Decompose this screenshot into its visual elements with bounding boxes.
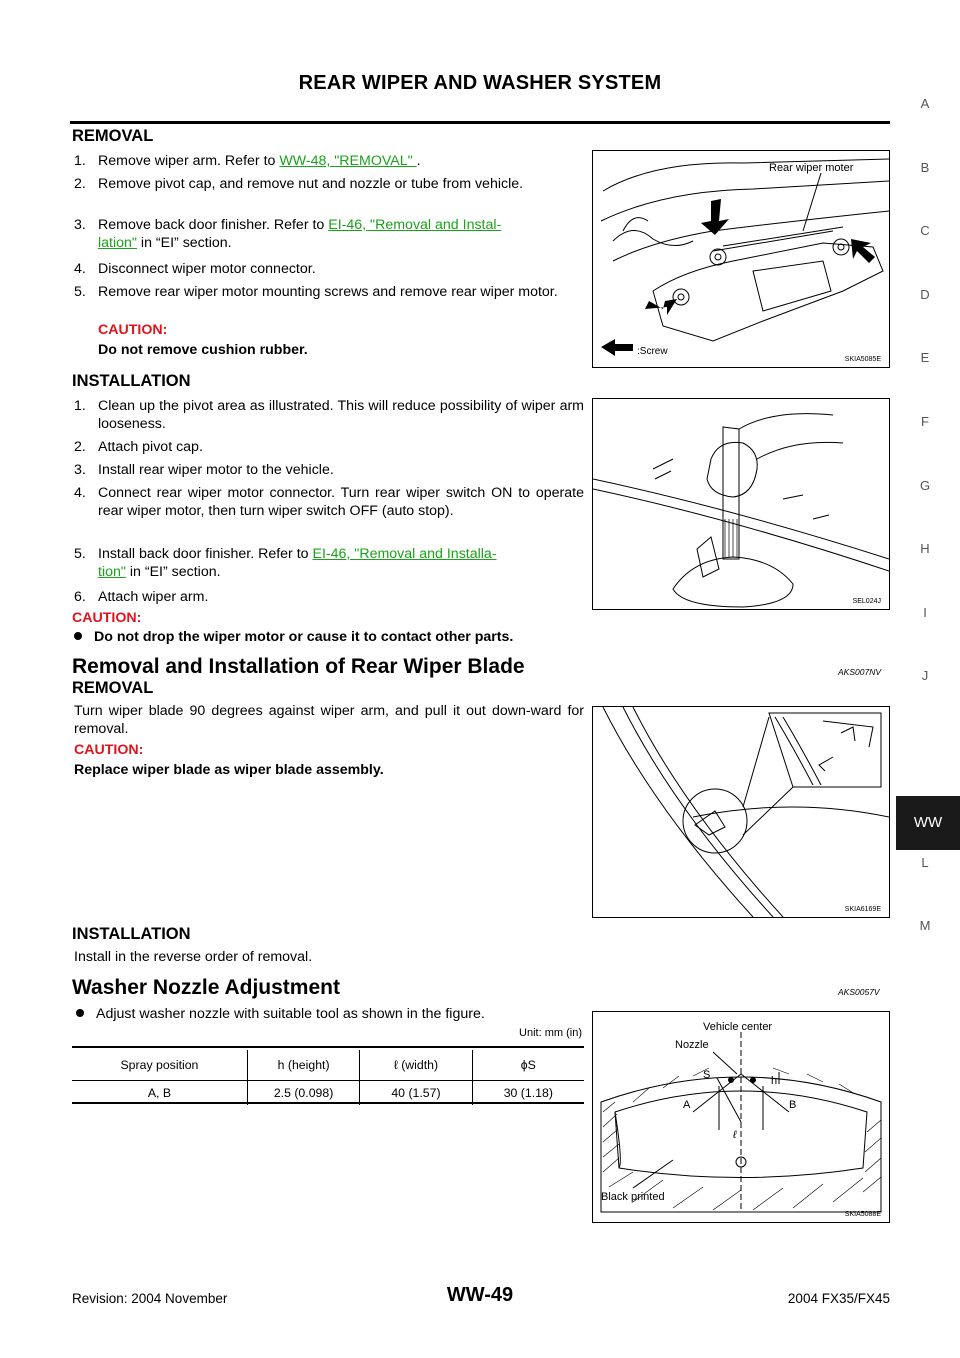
caution-text: Replace wiper blade as wiper blade assembly. <box>74 762 384 778</box>
step-text: Install rear wiper motor to the vehicle. <box>98 462 334 478</box>
section-title-washer-nozzle: Washer Nozzle Adjustment <box>72 976 340 999</box>
link-ei46-removal[interactable]: EI-46, "Removal and Instal- <box>328 217 502 233</box>
caution-label: CAUTION: <box>72 610 142 626</box>
step-text: Install back door finisher. Refer to <box>98 546 313 562</box>
caution-label: CAUTION: <box>98 322 168 338</box>
figure-label-rear-wiper: Rear wiper moter <box>769 162 854 174</box>
footer-model: 2004 FX35/FX45 <box>787 1291 890 1306</box>
removal-step-3 <box>74 216 584 252</box>
caution-bullet <box>72 629 513 645</box>
sidebar-letter-c[interactable]: C <box>920 223 930 238</box>
step-number: 4. <box>74 261 86 277</box>
figure-code: SEL024J <box>852 598 881 605</box>
sidebar-letter-d[interactable]: D <box>920 287 930 302</box>
step-number: 5. <box>74 546 86 562</box>
nozzle-bullet <box>74 1005 485 1023</box>
blade-removal-text: Turn wiper blade 90 degrees against wiper arm, and pull it out down-ward for removal. <box>74 703 584 737</box>
sidebar-letter-a[interactable]: A <box>920 96 930 111</box>
step-text: Remove rear wiper motor mounting screws and remove rear wiper motor. <box>98 284 558 300</box>
wiper-blade-illustration <box>593 707 889 917</box>
nozzle-adjustment-illustration <box>593 1012 889 1222</box>
fig-label-b: B <box>789 1099 797 1111</box>
sidebar-letter-m[interactable]: M <box>919 918 931 933</box>
installation-step-4 <box>74 484 584 520</box>
step-text: in “EI” section. <box>136 235 232 251</box>
sidebar-letter-j[interactable]: J <box>921 668 929 683</box>
installation-step-1 <box>74 397 584 433</box>
fig-label-l: ℓ <box>733 1129 737 1141</box>
table-header: h (height) <box>247 1050 359 1081</box>
step-text: Attach pivot cap. <box>98 439 203 455</box>
table-cell: A, B <box>72 1081 247 1106</box>
sidebar-letter-b[interactable]: B <box>920 160 930 175</box>
caution-text: Do not remove cushion rubber. <box>98 342 308 358</box>
step-text: in “EI” section. <box>125 564 221 580</box>
step-number: 1. <box>74 153 86 169</box>
link-ww48-removal[interactable]: WW-48, "REMOVAL" <box>279 153 417 169</box>
table-cell: 30 (1.18) <box>503 1086 553 1100</box>
link-ei46-installation[interactable]: EI-46, "Removal and Installa- <box>312 546 497 562</box>
figure-rear-wiper-motor <box>592 150 890 368</box>
header-rule <box>70 121 890 124</box>
section-code: AKS0057V <box>838 987 880 997</box>
step-text: Remove wiper arm. Refer to <box>98 153 280 169</box>
sidebar-letter-i[interactable]: I <box>923 605 927 620</box>
table-cell: 2.5 (0.098) <box>247 1081 359 1106</box>
figure-legend-screw: :Screw <box>637 346 668 357</box>
sidebar-letter-e[interactable]: E <box>920 350 930 365</box>
link-ei46-removal-cont[interactable]: lation" <box>98 235 137 251</box>
fig-label-vehicle-center: Vehicle center <box>703 1021 773 1033</box>
table-header: ϕS <box>472 1050 584 1081</box>
table-top-rule <box>72 1046 584 1048</box>
table-header: Spray position <box>72 1050 247 1081</box>
step-text: . <box>416 153 421 169</box>
step-number: 2. <box>74 176 86 192</box>
bullet-icon <box>74 632 82 640</box>
step-number: 3. <box>74 462 86 478</box>
installation-step-3 <box>74 461 584 479</box>
bullet-icon <box>76 1009 84 1017</box>
figure-pivot-cleaning <box>592 398 890 610</box>
removal-heading: REMOVAL <box>72 127 154 145</box>
link-ei46-installation-cont[interactable]: tion" <box>98 564 126 580</box>
removal-step-4 <box>74 260 584 278</box>
step-text: Disconnect wiper motor connector. <box>98 261 316 277</box>
step-number: 6. <box>74 589 86 605</box>
fig-label-h: h <box>771 1075 778 1087</box>
page-header-title: REAR WIPER AND WASHER SYSTEM <box>298 72 662 94</box>
sidebar-tab-ww-active[interactable]: WW <box>896 796 960 850</box>
step-number: 2. <box>74 439 86 455</box>
installation-step-5 <box>74 545 584 581</box>
table-cell: 40 (1.57) <box>360 1081 472 1106</box>
table-header-row <box>72 1050 584 1081</box>
page-number: WW-49 <box>446 1284 514 1306</box>
section-title-wiper-blade: Removal and Installation of Rear Wiper Blade <box>72 655 525 678</box>
installation-step-2 <box>74 438 584 456</box>
figure-code: SKIA6169E <box>844 906 881 913</box>
step-text: Remove back door finisher. Refer to <box>98 217 329 233</box>
fig-label-a: A <box>683 1099 691 1111</box>
nozzle-bullet-text: Adjust washer nozzle with suitable tool as shown in the figure. <box>96 1006 485 1022</box>
caution-label: CAUTION: <box>74 742 144 758</box>
figure-code: SKIA5088E <box>844 1211 881 1218</box>
step-text: Clean up the pivot area as illustrated. This will reduce possibility of wiper arm looseness. <box>98 398 584 432</box>
fig-label-nozzle: Nozzle <box>675 1039 709 1051</box>
table-bottom-rule <box>72 1102 584 1104</box>
step-text: Remove pivot cap, and remove nut and nozzle or tube from vehicle. <box>98 176 524 192</box>
caution-bullet-text: Do not drop the wiper motor or cause it to contact other parts. <box>94 629 514 645</box>
sidebar-letter-g[interactable]: G <box>919 478 931 493</box>
figure-code: SKIA5085E <box>844 356 881 363</box>
installation-step-6 <box>74 588 584 606</box>
table-header: ℓ (width) <box>360 1050 472 1081</box>
removal-step-1 <box>74 152 584 170</box>
fig-label-black-printed: Black printed <box>601 1191 665 1203</box>
removal-step-5 <box>74 283 584 301</box>
wiper-motor-illustration <box>593 151 889 367</box>
sidebar-letter-l[interactable]: L <box>921 855 929 870</box>
footer-revision: Revision: 2004 November <box>72 1291 228 1306</box>
figure-wiper-blade <box>592 706 890 918</box>
step-number: 1. <box>74 398 86 414</box>
installation-heading: INSTALLATION <box>72 372 191 390</box>
blade-installation-heading: INSTALLATION <box>72 925 191 943</box>
blade-removal-heading: REMOVAL <box>72 679 154 697</box>
step-number: 5. <box>74 284 86 300</box>
blade-installation-text: Install in the reverse order of removal. <box>74 949 313 965</box>
step-text: Attach wiper arm. <box>98 589 209 605</box>
sidebar-letter-h[interactable]: H <box>920 541 930 556</box>
unit-label: Unit: mm (in) <box>519 1027 582 1039</box>
step-text: Connect rear wiper motor connector. Turn rear wiper switch ON to operate rear wiper motor, then turn wiper switch OFF (auto stop). <box>98 485 584 519</box>
step-number: 3. <box>74 217 86 233</box>
step-number: 4. <box>74 485 86 501</box>
removal-step-2 <box>74 175 584 193</box>
section-code: AKS007NV <box>838 667 881 677</box>
figure-nozzle-adjustment <box>592 1011 890 1223</box>
fig-label-s: S <box>703 1069 711 1081</box>
sidebar-letter-f[interactable]: F <box>921 414 929 429</box>
nozzle-spec-table <box>72 1050 584 1105</box>
pivot-cleaning-illustration <box>593 399 889 609</box>
